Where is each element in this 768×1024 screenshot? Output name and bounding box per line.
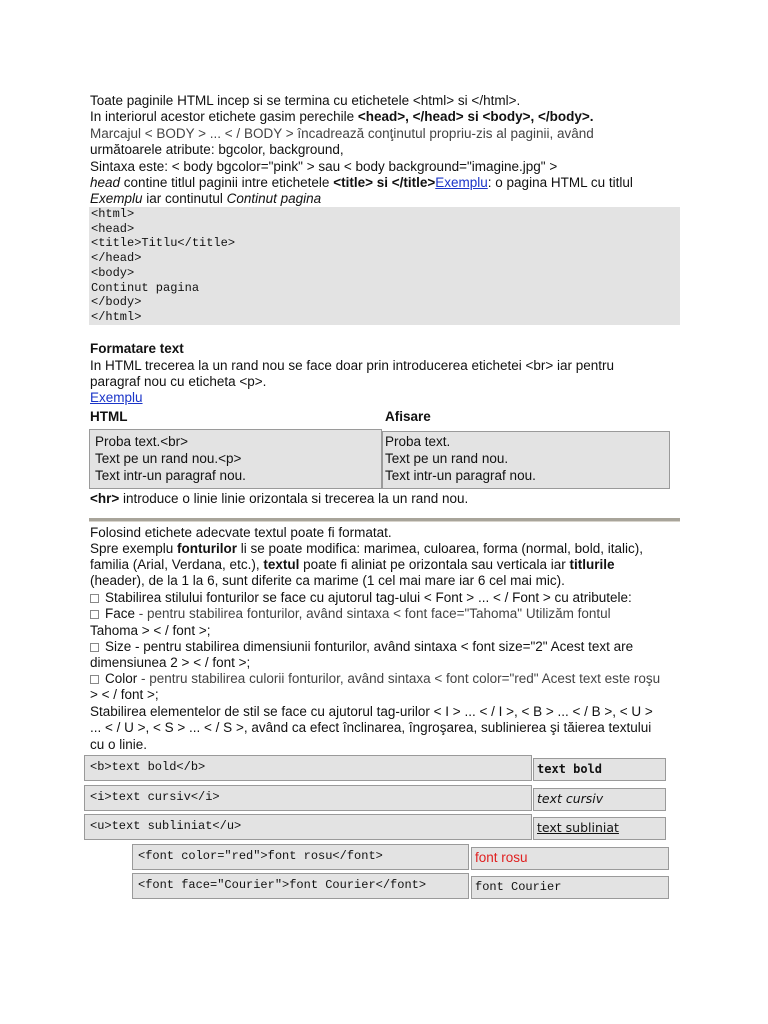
intro-line-4: următoarele atribute: bgcolor, background, [90,142,344,157]
afisare-result-box [382,431,670,489]
intro-line-7-text: iar continutul [142,191,227,206]
intro-title-bold: <title> si </title> [333,175,436,190]
afisare-box-line: Text pe un rand nou. [385,451,509,466]
checkbox-bullet-icon [90,594,99,603]
fonts-p3-a: familia (Arial, Verdana, etc.), [90,557,264,572]
code-line: <body> [91,265,135,280]
code-example-block [89,207,680,325]
fonts-p3-bold-textul: textul [263,557,300,572]
bullet-stilul-text: Stabilirea stilului fonturilor se face cu ajutorul tag-ului < Font > ... < / Font > cu atributele: [105,590,632,605]
col-afisare-heading: Afisare [385,409,431,424]
hr-tag: <hr> [90,491,120,506]
style-result-cell-bold [533,758,666,781]
bullet-face-text: - pentru stabilirea fonturilor, având sintaxa < font face="Tahoma" Utilizăm fontul [135,606,611,621]
exemplu-link-2[interactable]: Exemplu [90,390,143,405]
font-code: <font color="red">font rosu</font> [138,849,383,863]
fonts-p2-bold: fonturilor [177,541,238,556]
formatare-heading: Formatare text [90,341,184,356]
intro-line-1: Toate paginile HTML incep si se termina cu etichetele <html> si </html>. [90,93,521,108]
intro-line-6 [90,175,633,191]
style-result-bold: text bold [537,762,603,776]
fonts-p2-c: li se poate modifica: marimea, culoarea, forma (normal, bold, italic), [237,541,643,556]
hr-description [90,491,468,507]
bullet-color-label: Color [105,671,138,686]
checkbox-bullet-icon [90,610,99,619]
font-code: <font face="Courier">font Courier</font> [138,878,427,892]
code-line: <head> [91,221,135,236]
html-box-line: Text intr-un paragraf nou. [95,468,246,483]
exemplu-link-1[interactable]: Exemplu [435,175,488,190]
fonts-p3-c: poate fi aliniat pe orizontala sau verticala iar [299,557,570,572]
afisare-box-line: Text intr-un paragraf nou. [385,468,536,483]
bullet-color-cont: > < / font >; [90,687,159,702]
intro-line-6-end: : o pagina HTML cu titlul [487,175,633,190]
font-result-cell-color [471,847,669,870]
intro-line-2-text: In interiorul acestor etichete gasim perechile [90,109,358,124]
bullet-size-label: Size [105,639,132,654]
fonts-p2-a: Spre exemplu [90,541,178,556]
checkbox-bullet-icon [90,675,99,684]
intro-line-6-text: contine titlul paginii intre etichetele [120,175,334,190]
fonts-p2 [90,541,643,557]
intro-exemplu-italic: Exemplu [90,191,143,206]
bullet-stilul [90,590,632,606]
code-line: <title>Titlu</title> [91,236,236,251]
style-result-cell-italic [533,788,666,811]
bullet-color-text: - pentru stabilirea culorii fonturilor, având sintaxa < font color="red" Acest text este roşu [137,671,661,686]
style-code: <b>text bold</b> [90,760,206,774]
style-code-cell-underline [84,814,532,840]
font-code-cell-color [132,844,469,870]
style-code: <i>text cursiv</i> [90,790,220,804]
intro-line-5: Sintaxa este: < body bgcolor="pink" > sau < body background="imagine.jpg" > [90,159,558,174]
intro-line-7 [90,191,321,207]
style-p2: ... < / U >, < S > ... < / S >, având ca efect înclinarea, îngroşarea, sublinierea şi tăierea textului [90,720,652,735]
style-result-underline: text subliniat [537,820,619,835]
html-box-line: Text pe un rand nou.<p> [95,451,242,466]
intro-head-italic: head [90,175,121,190]
bullet-face-label: Face [105,606,136,621]
afisare-box-line: Proba text. [385,434,451,449]
style-result-cell-underline [533,817,666,840]
style-result-italic: text cursiv [537,791,604,806]
code-line: </head> [91,251,142,266]
fonts-p3-bold-titlurile: titlurile [569,557,615,572]
style-code-cell-bold [84,755,532,781]
font-result-red: font rosu [475,850,528,865]
bullet-size-text: - pentru stabilirea dimensiunii fonturilor, având sintaxa < font size="2" Acest text are [131,639,634,654]
intro-continut-italic: Continut pagina [226,191,322,206]
bullet-face-cont: Tahoma > < / font >; [90,623,211,638]
bullet-face [90,606,611,622]
hr-desc-text: introduce o linie linie orizontala si trecerea la un rand nou. [119,491,469,506]
font-result-courier: font Courier [475,880,562,894]
font-code-cell-face [132,873,469,899]
intro-line-3: Marcajul < BODY > ... < / BODY > încadrează conţinutul propriu-zis al paginii, având [90,126,594,141]
fonts-p1: Folosind etichete adecvate textul poate fi formatat. [90,525,392,540]
style-code: <u>text subliniat</u> [90,819,242,833]
bullet-size [90,639,633,655]
code-line: Continut pagina [91,280,200,295]
style-p1: Stabilirea elementelor de stil se face cu ajutorul tag-urilor < I > ... < / I >, < B > ... < / B >, < U > [90,704,653,719]
bullet-size-cont: dimensiunea 2 > < / font >; [90,655,251,670]
horizontal-rule [89,518,680,522]
fonts-p3 [90,557,615,573]
html-box-line: Proba text.<br> [95,434,189,449]
html-source-box [89,429,382,489]
col-html-heading: HTML [90,409,128,424]
intro-line-2 [90,109,594,125]
style-p3: cu o linie. [90,737,148,752]
formatare-p2: paragraf nou cu eticheta <p>. [90,374,267,389]
formatare-p1: In HTML trecerea la un rand nou se face doar prin introducerea etichetei <br> iar pentru [90,358,615,373]
fonts-p4: (header), de la 1 la 6, sunt diferite ca marime (1 cel mai mare iar 6 cel mai mic). [90,573,565,588]
intro-line-2-bold: <head>, </head> si <body>, </body>. [357,109,594,124]
code-line: <html> [91,207,135,221]
font-result-cell-face [471,876,669,899]
code-line: </body> [91,295,142,310]
style-code-cell-italic [84,785,532,811]
bullet-color [90,671,660,687]
checkbox-bullet-icon [90,643,99,652]
code-line: </html> [91,309,142,324]
